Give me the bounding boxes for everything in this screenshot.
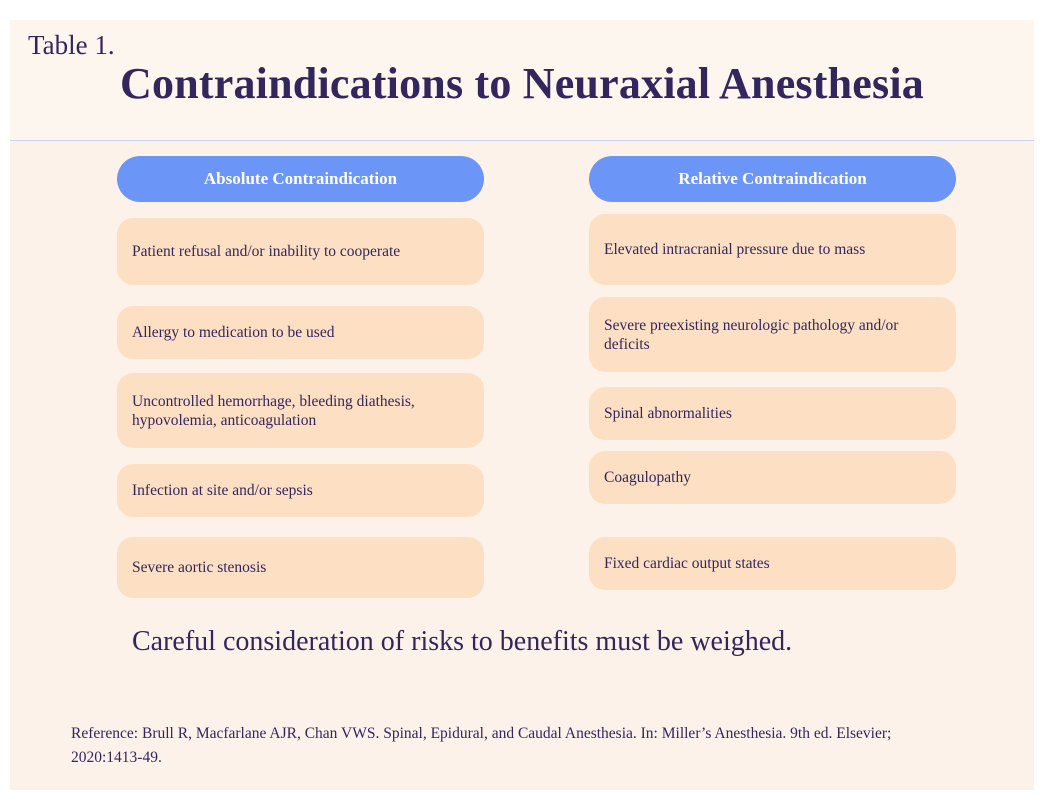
relative-item: Fixed cardiac output states — [589, 537, 956, 590]
absolute-item: Uncontrolled hemorrhage, bleeding diathesis, hypovolemia, anticoagulation — [117, 373, 484, 448]
relative-column-heading: Relative Contraindication — [589, 156, 956, 202]
table-label: Table 1. — [28, 30, 115, 60]
slide — [10, 20, 1034, 790]
header — [10, 20, 1034, 141]
reference-text: Reference: Brull R, Macfarlane AJR, Chan VWS. Spinal, Epidural, and Caudal Anesthesia. In: Miller’s Anesthesia. 9th ed. Elsevier; 2020:1413-49. — [71, 725, 892, 766]
absolute-item: Severe aortic stenosis — [117, 537, 484, 598]
relative-item: Elevated intracranial pressure due to mass — [589, 214, 956, 285]
relative-item: Severe preexisting neurologic pathology and/or deficits — [589, 297, 956, 372]
consideration-note: Careful consideration of risks to benefits must be weighed. — [132, 626, 793, 657]
relative-item: Spinal abnormalities — [589, 387, 956, 440]
absolute-column-heading: Absolute Contraindication — [117, 156, 484, 202]
absolute-item: Patient refusal and/or inability to cooperate — [117, 218, 484, 285]
relative-item: Coagulopathy — [589, 451, 956, 504]
page-title: Contraindications to Neuraxial Anesthesia — [120, 59, 924, 108]
absolute-item: Allergy to medication to be used — [117, 306, 484, 359]
absolute-item: Infection at site and/or sepsis — [117, 464, 484, 517]
